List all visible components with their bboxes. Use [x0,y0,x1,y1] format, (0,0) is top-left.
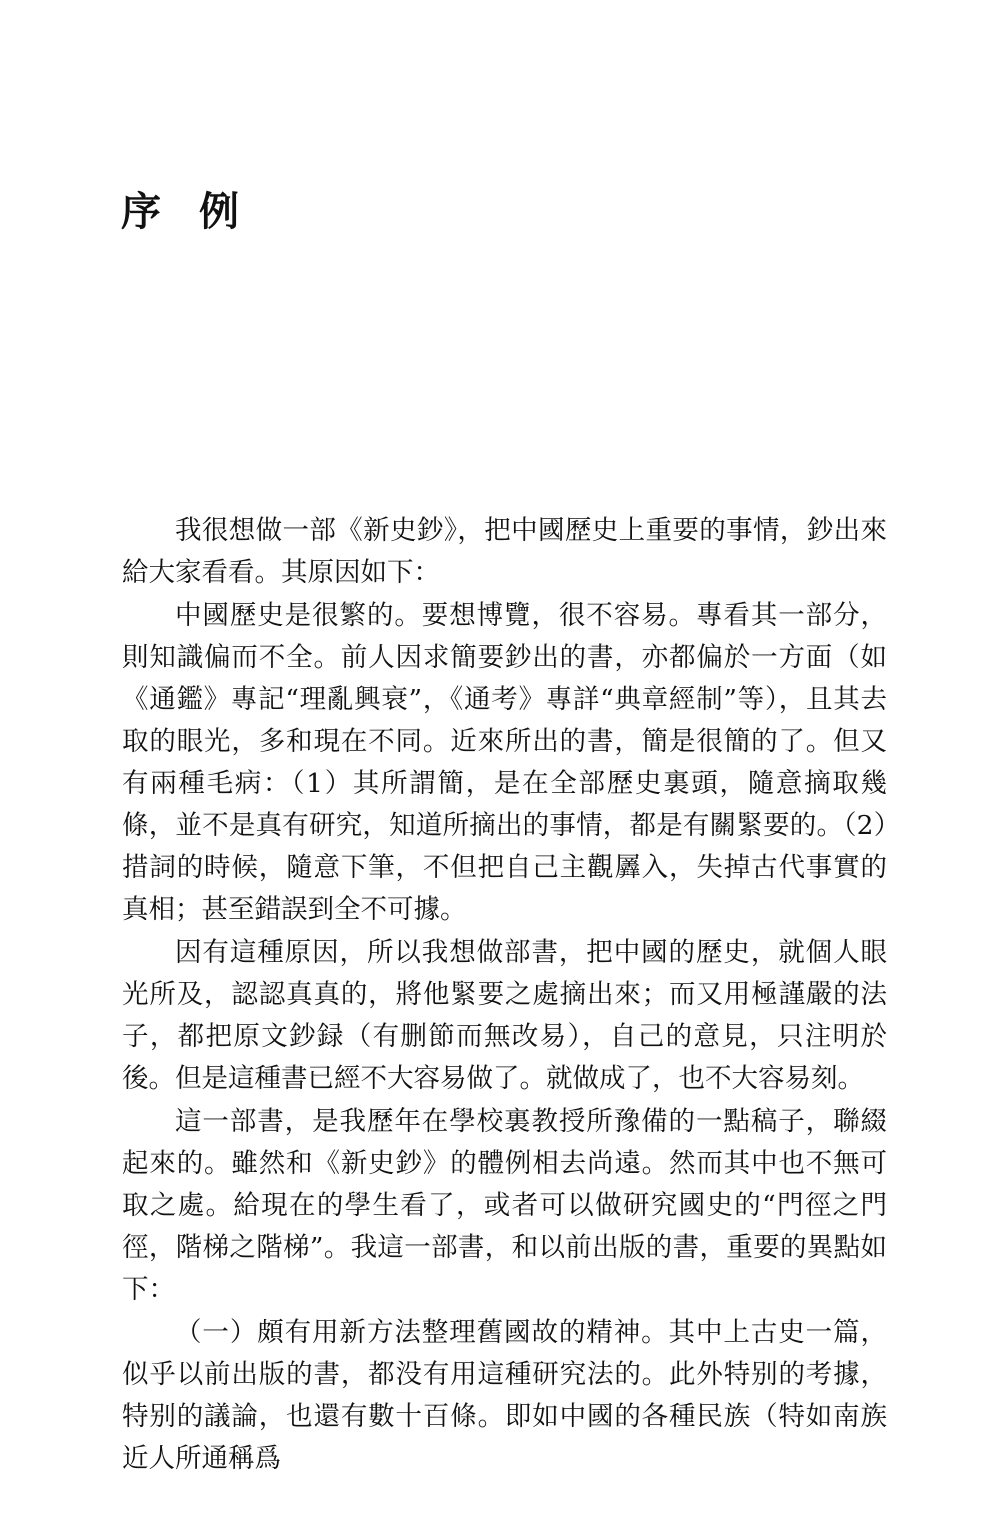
paragraph: 我很想做一部《新史鈔》，把中國歷史上重要的事情，鈔出來給大家看看。其原因如下： [122,515,887,588]
paragraph: 這一部書，是我歷年在學校裏教授所豫備的一點稿子，聯綴起來的。雖然和《新史鈔》的體例相去尚遠。然而其中也不無可取之處。給現在的學生看了，或者可以做研究國史的“門徑之門徑，階梯之階梯”。我這一部書，和以前出版的書，重要的異點如下： [122,1106,887,1305]
preface-body [122,510,887,1481]
paragraph: 因有這種原因，所以我想做部書，把中國的歷史，就個人眼光所及，認認真真的，將他緊要之處摘出來；而又用極謹嚴的法子，都把原文鈔録（有删節而無改易），自己的意見，只注明於後。但是這種書已經不大容易做了。就做成了，也不大容易刻。 [122,937,887,1094]
paragraph: 中國歷史是很繁的。要想博覽，很不容易。專看其一部分，則知識偏而不全。前人因求簡要鈔出的書，亦都偏於一方面（如《通鑑》專記“理亂興衰”，《通考》專詳“典章經制”等），且其去取的眼光，多和現在不同。近來所出的書，簡是很簡的了。但又有兩種毛病：（1）其所謂簡，是在全部歷史裏頭，隨意摘取幾條，並不是真有研究，知道所摘出的事情，都是有關緊要的。（2）措詞的時候，隨意下筆，不但把自己主觀羼入，失掉古代事實的真相；甚至錯誤到全不可據。 [122,600,887,925]
paragraph: （一）頗有用新方法整理舊國故的精神。其中上古史一篇，似乎以前出版的書，都没有用這種研究法的。此外特别的考據，特别的議論，也還有數十百條。即如中國的各種民族（特如南族近人所通稱爲 [122,1317,887,1474]
page-title: 序例 [121,188,277,235]
